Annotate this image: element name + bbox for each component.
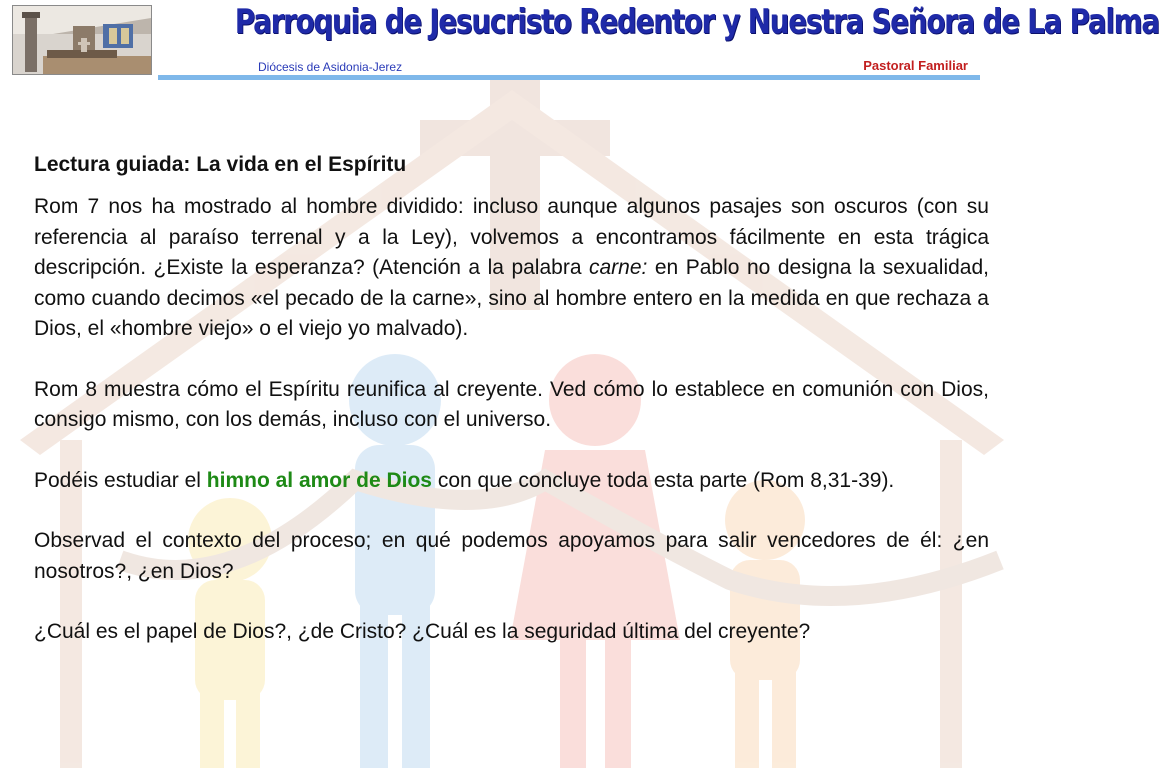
paragraph-hymn-intro: Podéis estudiar el bbox=[34, 468, 207, 492]
lesson-heading: Lectura guiada: La vida en el Espíritu bbox=[34, 153, 407, 176]
ministry-label: Pastoral Familiar bbox=[863, 58, 968, 73]
lesson-content bbox=[34, 150, 989, 648]
paragraph-rom-8: Rom 8 muestra cómo el Espíritu reunifica al creyente. Ved cómo lo establece en comunión con Dios, consigo mismo, con los demás, incluso con el universo. bbox=[34, 377, 989, 431]
hymn-link[interactable]: himno al amor de Dios bbox=[206, 468, 432, 492]
paragraph-hymn bbox=[34, 466, 989, 497]
paragraph-context-question: Observad el contexto del proceso; en qué podemos apoyamos para salir vencedores de él: ¿en nosotros?, ¿en Dios? bbox=[34, 529, 989, 583]
diocese-label: Diócesis de Asidonia-Jerez bbox=[258, 60, 403, 74]
paragraph-rom-7 bbox=[34, 192, 989, 345]
church-interior-photo bbox=[12, 5, 152, 75]
term-carne: carne: bbox=[589, 256, 648, 279]
header-divider bbox=[158, 75, 980, 80]
parish-title: Parroquia de Jesucristo Redentor y Nuestra Señora de La Palma bbox=[234, 2, 1159, 42]
paragraph-rom-7-text: Rom 7 nos ha mostrado al hombre dividido: incluso aunque algunos pasajes son oscuros (con su referencia al paraíso terrenal y a la Ley), volvemos a encontramos fácilmente en esta trágica descripción. ¿Existe la esperanza? (Atención a la palabra bbox=[34, 195, 989, 279]
paragraph-final-question: ¿Cuál es el papel de Dios?, ¿de Cristo? ¿Cuál es la seguridad última del creyente? bbox=[34, 620, 811, 643]
paragraph-rom-7-continuation: en Pablo no designa la sexualidad, como cuando decimos «el pecado de la carne», sino al hombre entero en la medida en que rechaza a Dios, el «hombre viejo» o el viejo yo malvado). bbox=[34, 256, 989, 340]
paragraph-hymn-reference: con que concluye toda esta parte (Rom 8,31-39). bbox=[432, 468, 895, 492]
church-photo-illustration bbox=[13, 6, 151, 74]
